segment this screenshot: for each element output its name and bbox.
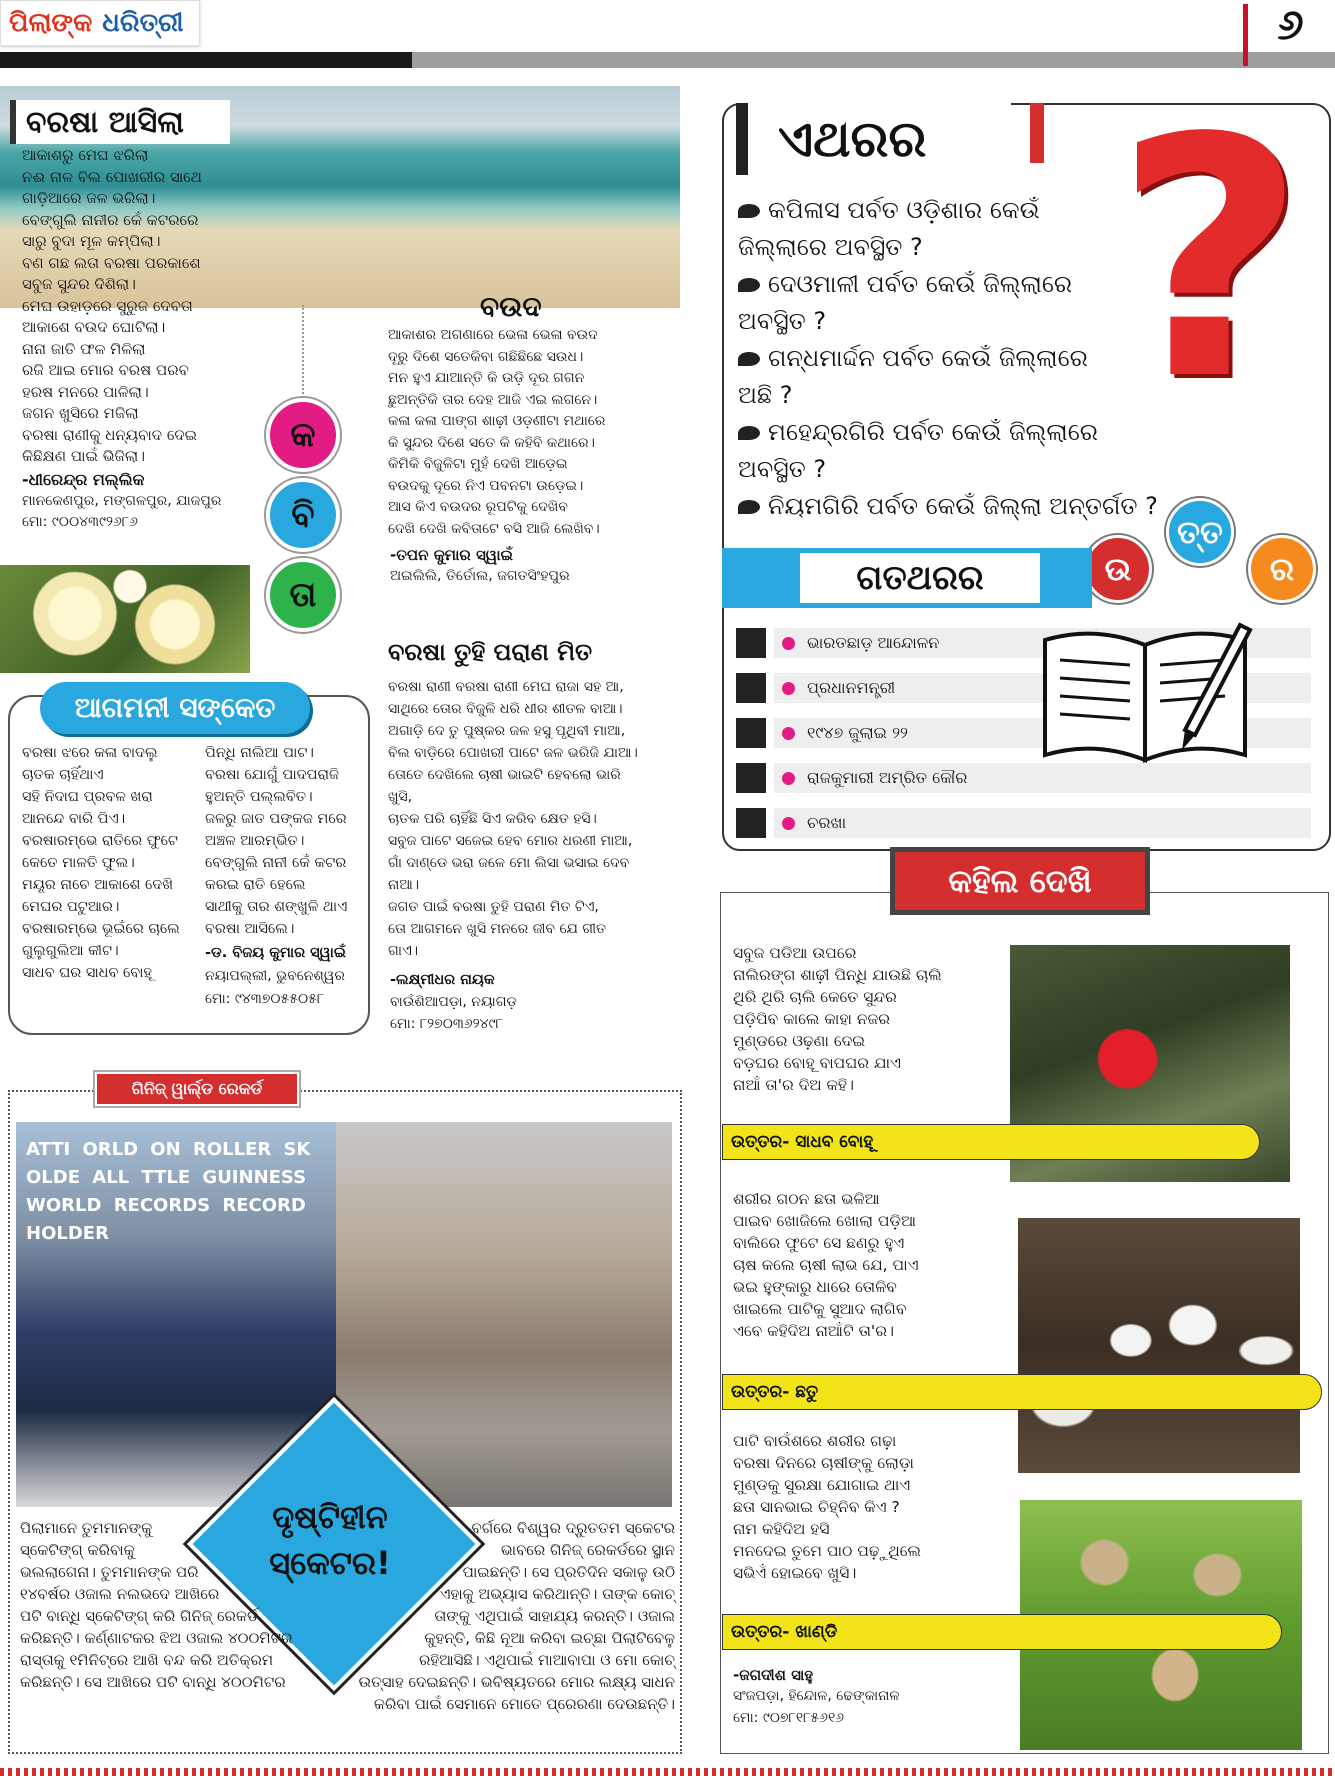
poem-title-agamani: ଆଗମନୀ ସଙ୍କେତ (40, 682, 310, 734)
poem-author: -ତପନ କୁମାର ସ୍ୱାଇଁ (390, 546, 514, 564)
poem-title-baudha: ବଉଦ (480, 290, 542, 323)
riddle-address: ସଂଜପଡ଼ା, ହିନ୍ଦୋଳ, ଢେଙ୍କାନାଳ (733, 1688, 900, 1704)
poem-phone: ମୋ: ୮୨୭୦୩୬୨୪୯୮ (390, 1016, 503, 1032)
riddle-author: -ଜଗଦୀଶ ସାହୁ (733, 1666, 814, 1684)
riddle-title: କହିଲ ଦେଖି (895, 852, 1145, 910)
masthead-logo (0, 0, 200, 46)
bullet-icon (738, 352, 760, 366)
bullet-icon (738, 204, 760, 218)
uttara-letter-3: ର (1248, 535, 1316, 603)
poem-address: ନୟାପଲ୍ଲୀ, ଭୁବନେଶ୍ୱର (205, 968, 345, 984)
poem-body-baudha: ଆକାଶର ଅଗଣାରେ ଭେଳା ଭେଳା ବଉଦ ଦୂରୁ ଦିଶେ ସତେକିବା ଗଛିଛିଛେ ସଉଧ। ମନ ହୁଏ ଯାଆନ୍ତି କି ଉଡ଼ି ଦୂର ଗଗନ ଛୁଅନ୍ତିକି ତାର ଦେହ ଆଜି ଏଇ ଲଗନେ। କଳା କଳା ପାଙ୍ଗ ଶାଢ଼ୀ ଓଡ଼ଣୀଟା ମଥାରେ କି ସୁନ୍ଦର ଦିଶେ ସତେ କି କହିବି କଥାରେ। କିମିକି ବିଜୁଳିଟା ମୁହଁ ଦେଖି ଆଡ଼େଇ ବଉଦକୁ ଦୂରେ ନିଏ ପବନଟା ଉଡ଼େଇ। ଆସ କିଏ ବଉଦର ରୂପଟିକୁ ଦେଖିବ ଦେଖି ଦେଖି କବିତାଟେ ବସି ଆଜି ଲେଖିବ। (388, 327, 606, 537)
quiz-title: ଏଥରର (736, 103, 1011, 175)
poem-phone: ମୋ: ୯୪୩୭୦୫୫୦୫୮ (205, 991, 325, 1007)
flower-photo (0, 565, 250, 673)
kabita-letter-2: ବି (266, 478, 340, 552)
riddle-answer: ଉତ୍ତର- ଖାଣ୍ଡି (722, 1614, 1282, 1650)
previous-answer: ୧୯୪୭ ଜୁଲାଇ ୨୨ (736, 718, 1311, 748)
previous-answer: ରାଜକୁମାରୀ ଅମ୍ରିତ କୌର (736, 763, 1311, 793)
poem-title-barasha-asila: ବରଷା ଆସିଲା (10, 100, 230, 144)
riddle-answer: ଉତ୍ତର- ସାଧବ ବୋହୂ (722, 1124, 1260, 1160)
kabita-letter-1: କ (266, 398, 340, 472)
quiz-question: ନିୟମଗିରି ପର୍ବତ କେଉଁ ଜିଲ୍ଲା ଅନ୍ତର୍ଗତ ? (738, 488, 1198, 525)
mushroom-photo (1018, 1218, 1300, 1473)
poem-address: ବାଉଁଶିଆପଡ଼ା, ନୟାଗଡ଼ (390, 994, 517, 1010)
quiz-question: ଗନ୍ଧମାର୍ଦ୍ଦନ ପର୍ବତ କେଉଁ ଜିଲ୍ଲାରେ ଅଛି ? (738, 344, 1088, 409)
bullet-icon (738, 426, 760, 440)
poem-phone: ମୋ: ୯୦୦୪୩୯୨୬୮୬ (22, 514, 138, 530)
previous-answer: ପ୍ରଧାନମନ୍ତ୍ରୀ (736, 673, 1311, 703)
previous-answers-title: ଗତଥରର (800, 553, 1040, 603)
uttara-letter-2: ତ୍ତ (1166, 498, 1234, 566)
uttara-letter-1: ଉ (1084, 535, 1152, 603)
quiz-question: ଦେଓମାଳୀ ପର୍ବତ କେଉଁ ଜିଲ୍ଲାରେ ଅବସ୍ଥିତ ? (738, 270, 1073, 335)
poem-address: ଅଇଲିଲି, ତିର୍ତୋଲ, ଜଗତସିଂହପୁର (390, 568, 570, 584)
poem-author: -ଡ. ବିଜୟ କୁମାର ସ୍ୱାଇଁ (205, 945, 346, 961)
poem-body-parana-mita: ବରଷା ରାଣୀ ବରଷା ରାଣୀ ମେଘ ରାଜା ସହ ଆ, ସାଥିରେ ତୋର ବିଜୁଳି ଧରି ଧୀର ଶୀତଳ ବାଆ। ଅଗାଡ଼ି ଦେ ତୁ ପୁଷ୍କର ଜଳ ହସୁ ପୃଥିବୀ ମାଆ, ବିଲ ବାଡ଼ିରେ ପୋଖରୀ ପାଟେ ଜଳ ଭରିଜି ଯାଆ। ତୋତେ ଦେଖିଲେ ଚାଷୀ ଭାଇଟି ହେବଲୋ ଭାରି ଖୁସି, ଚାତକ ପରି ଚାହିଁଛି ସିଏ କରିବ କ୍ଷେତ ହସି। ସବୁଜ ପାଟେ ସଜେଇ ହେବ ମୋର ଧରଣୀ ମାଆ, ଗାଁ ଦାଣ୍ଡେ ଭରା ଜଳେ ମୋ ଲିସା ଭସାଇ ଦେବ ନାଆ। ଜଗତ ପାଇଁ ବରଷା ତୁହି ପରାଣ ମିତ ଟିଏ, ତୋ ଆଗମନେ ଖୁସି ମନରେ ଜୀବ ଯେ ଗୀତ ଗାଏ। (388, 679, 638, 959)
certificate-photo-text: ATTI ORLD ON ROLLER SK OLDE ALL TTLE GUINNESS WORLD RECORDS RECORD HOLDER (26, 1139, 311, 1244)
quiz-title-accent (1030, 103, 1044, 163)
bullet-icon (738, 278, 760, 292)
logo-part-2: ଧରିତ୍ରୀ (102, 7, 184, 38)
quiz-question: ମହେନ୍ଦ୍ରଗିରି ପର୍ବତ କେଉଁ ଜିଲ୍ଲାରେ ଅବସ୍ଥିତ ? (738, 418, 1098, 483)
guinness-title: ଗିନିଜ୍ ୱାର୍ଲ୍ଡ ରେକର୍ଡ (95, 1072, 299, 1106)
poem-body-barasha-asila: ଆକାଶରୁ ମେଘ ଝରିଲା ନଈ ନାଳ ବିଲ ପୋଖରୀର ସାଥେ ଗାଡ଼ିଆରେ ଜଳ ଭରିଲା। ବେଙ୍ଗୁଲି ନାନୀର କେଁ କଟରରେ ସାରୁ ବୁଦା ମୂଳ କମ୍ପିଲା। ବଣ ଗଛ ଲତା ବରଷା ପରକାଶେ ସବୁଜ ସୁନ୍ଦର ଦିଶିଲା। ମେଘ ଉହାଡ଼ରେ ସୁରୁଜ ଦେବତା ଆକାଶେ ବଉଦ ଘୋଟିଲା। ନାନା ଜାତି ଫଳ ମିଳିଲା ରଜି ଆଇ ମୋର ବରଷ ପରବ ହରଷ ମନରେ ପାଳିଲା। ଜଗନ ଖୁସିରେ ମଜିଲା ବରଷା ରାଣୀକୁ ଧନ୍ୟବାଦ ଦେଇ କିଛିକ୍ଷଣ ପାଇଁ ଭିଜିଲା। (22, 146, 202, 465)
book-pencil-icon (1035, 620, 1255, 770)
poem-author: -ଧୀରେନ୍ଦ୍ର ମଲ୍ଲିକ (22, 470, 145, 489)
question-mark-graphic: ? (1114, 68, 1306, 452)
bullet-icon (738, 500, 760, 514)
footer-rule (0, 1768, 1335, 1776)
riddle-phone: ମୋ: ୯୦୭୮୧୮୫୬୧୬ (733, 1710, 845, 1726)
previous-answer: ଚରଖା (736, 808, 1311, 838)
page-number: ୬ (1277, 0, 1304, 49)
riddle-text: ପାଟି ବାଉଁଶରେ ଶରୀର ଗଢ଼ା ବରଷା ଦିନରେ ଚାଷୀଙ୍କୁ ଲୋଡ଼ା ମୁଣ୍ଡକୁ ସୁରକ୍ଷା ଯୋଗାଇ ଥାଏ ଛତା ସାନଭାଇ ଚିହ୍ନିବ କିଏ ? ନାମ କହିଦିଅ ହସି ମନଦେଇ ତୁମେ ପାଠ ପଢ଼ୁଥିଲେ ସଭିଏଁ ହୋଇବେ ଖୁସି। (733, 1432, 921, 1582)
guinness-article-col1: ପିଲାମାନେ ତୁମମାନଙ୍କୁ ସ୍କେଟିଙ୍ଗ୍ କରିବାକୁ ଭଲଲାଗେନା। ତୁମମାନଙ୍କ ପରି ୧୪ବର୍ଷର ଓଜାଲ ନଲଭଦେ ଆଖିରେ ପଟି ବାନ୍ଧି ସ୍କେଟିଙ୍ଗ୍ କରି ଗିନିଜ୍ ରେକର୍ଡ କରିଛନ୍ତି। କର୍ଣ୍ଣାଟକର ଝିଅ ଓଜାଲ ୪୦୦ମିଟର ରାସ୍ତାକୁ ୧ମିନିଟ୍‌ରେ ଆଖି ବନ୍ଦ କରି ଅତିକ୍ରମ କରିଛନ୍ତି। ସେ ଆଖିରେ ପଟି ବାନ୍ଧି ୪୦୦ମିଟର (20, 1519, 293, 1691)
guinness-headline: ଦୃଷ୍ଟିହୀନ ସ୍କେଟର! (269, 1498, 391, 1582)
riddle-answer: ଉତ୍ତର- ଛତୁ (722, 1374, 1322, 1410)
poem-address: ମାନକେଣପୁର, ମଙ୍ଗଳପୁର, ଯାଜପୁର (22, 493, 222, 509)
header-bar-grey (412, 52, 1335, 68)
riddle-text: ସବୁଜ ପଡିଆ ଉପରେ ନାଲିରଙ୍ଗ ଶାଢ଼ୀ ପିନ୍ଧି ଯାଉଛି ଚାଲି ଥିରି ଥିରି ଚାଲି କେତେ ସୁନ୍ଦର ପଡ଼ିପିବ କାଲେ କାହା ନଜର ମୁଣ୍ଡରେ ଓଢ଼ଣା ଦେଇ ବଡ଼ଘର ବୋହୂ ବାପଘର ଯାଏ ନାଆଁ ତା'ର ଦିଅ କହି। (733, 944, 942, 1094)
logo-part-1: ପିଲାଙ୍କ (9, 7, 93, 38)
header-bar-dark (0, 52, 412, 68)
kabita-letter-3: ତା (266, 558, 340, 632)
poem-title-parana-mita: ବରଷା ତୁହି ପରାଣ ମିତ (388, 638, 593, 666)
poem-body-agamani-col1: ବରଷା ଝରେ କଳା ବାଦଲୁ ଚାତକ ଚାହିଁଥାଏ ସହି ନିଦାଘ ପ୍ରବଳ ଖରା ଆନନ୍ଦେ ବାରି ପିଏ। ବରଷାରମ୍ଭେ ରାତିରେ ଫୁଟେ କେତେ ମାଳତି ଫୁଲ। ମୟୂର ନାଚେ ଆକାଶେ ଦେଖି ମେଘର ପଟୁଆର। ବରଷାରମ୍ଭେ ଭୂଇଁରେ ଚାଲେ ଗୁଲୁଗୁଲିଆ କୀଟ। ସାଧବ ଘର ସାଧବ ବୋହୂ (22, 745, 180, 981)
quiz-question: କପିଳାସ ପର୍ବତ ଓଡ଼ିଶାର କେଉଁ ଜିଲ୍ଲାରେ ଅବସ୍ଥିତ ? (738, 196, 1040, 261)
previous-answer: ଭାରତଛାଡ଼ ଆନ୍ଦୋଳନ (736, 628, 1311, 658)
guinness-article-col2: ବର୍ଗରେ ବିଶ୍ୱର ଦ୍ରୁତତମ ସ୍କେଟର ଭାବରେ ଗିନିଜ୍ ରେକର୍ଡରେ ସ୍ଥାନ ପାଇଛନ୍ତି। ସେ ପ୍ରତିଦିନ ସକାଳୁ ଉଠି ଏହାକୁ ଅଭ୍ୟାସ କରିଥାନ୍ତି। ତାଙ୍କ କୋଚ୍ ତାଙ୍କୁ ଏଥିପାଇଁ ସାହାଯ୍ୟ କରନ୍ତି। ଓଜାଲ କୁହନ୍ତି, କିଛି ନୂଆ କରିବା ଇଚ୍ଛା ପିଲାଟିବେଳୁ ରହିଆସିଛି। ଏଥିପାଇଁ ମାଆବାପା ଓ ମୋ କୋଚ୍ ଉତ୍ସାହ ଦେଇଛନ୍ତି। ଭବିଷ୍ୟତରେ ମୋର ଲକ୍ଷ୍ୟ ସାଧନ କରିବା ପାଇଁ ସେମାନେ ମୋତେ ପ୍ରେରଣା ଦେଉଛନ୍ତି। (358, 1519, 675, 1713)
poem-body-agamani-col2: ପିନ୍ଧି ନାଲିଆ ପାଟ। ବରଷା ଯୋଗୁଁ ପାଦପରାଜି ହୁଅନ୍ତି ପଲ୍ଲବିତ। ଜଳରୁ ଜାତ ପଙ୍କଜ ମରେ ଅଞ୍ଚଳ ଆରମ୍ଭିତ। ବେଙ୍ଗୁଲି ନାନୀ କେଁ କଟର କରଇ ରାତି ହେଲେ ସାଥୀକୁ ତାର ଶଙ୍ଖୁଳି ଥାଏ ବରଷା ଆସିଲେ। (205, 745, 348, 937)
poem-author: -ଲକ୍ଷ୍ମୀଧର ନାୟକ (390, 972, 495, 988)
riddle-text: ଶରୀର ଗଠନ ଛତା ଭଳିଆ ପାଇବ ଖୋଜିଲେ ଖୋଲା ପଡ଼ିଆ ବାଲିରେ ଫୁଟେ ସେ ଛଣରୁ ହୁଏ ଚାଷ କଲେ ଚାଷୀ ଲାଭ ଯେ, ପାଏ ଭଇ ହୁଙ୍କାରୁ ଧାରେ ତୋଳିବ ଖାଇଲେ ପାଟିକୁ ସୁଆଦ ଲାଗିବ ଏବେ କହିଦିଅ ନାଆଁଟି ତା'ର। (733, 1190, 919, 1340)
